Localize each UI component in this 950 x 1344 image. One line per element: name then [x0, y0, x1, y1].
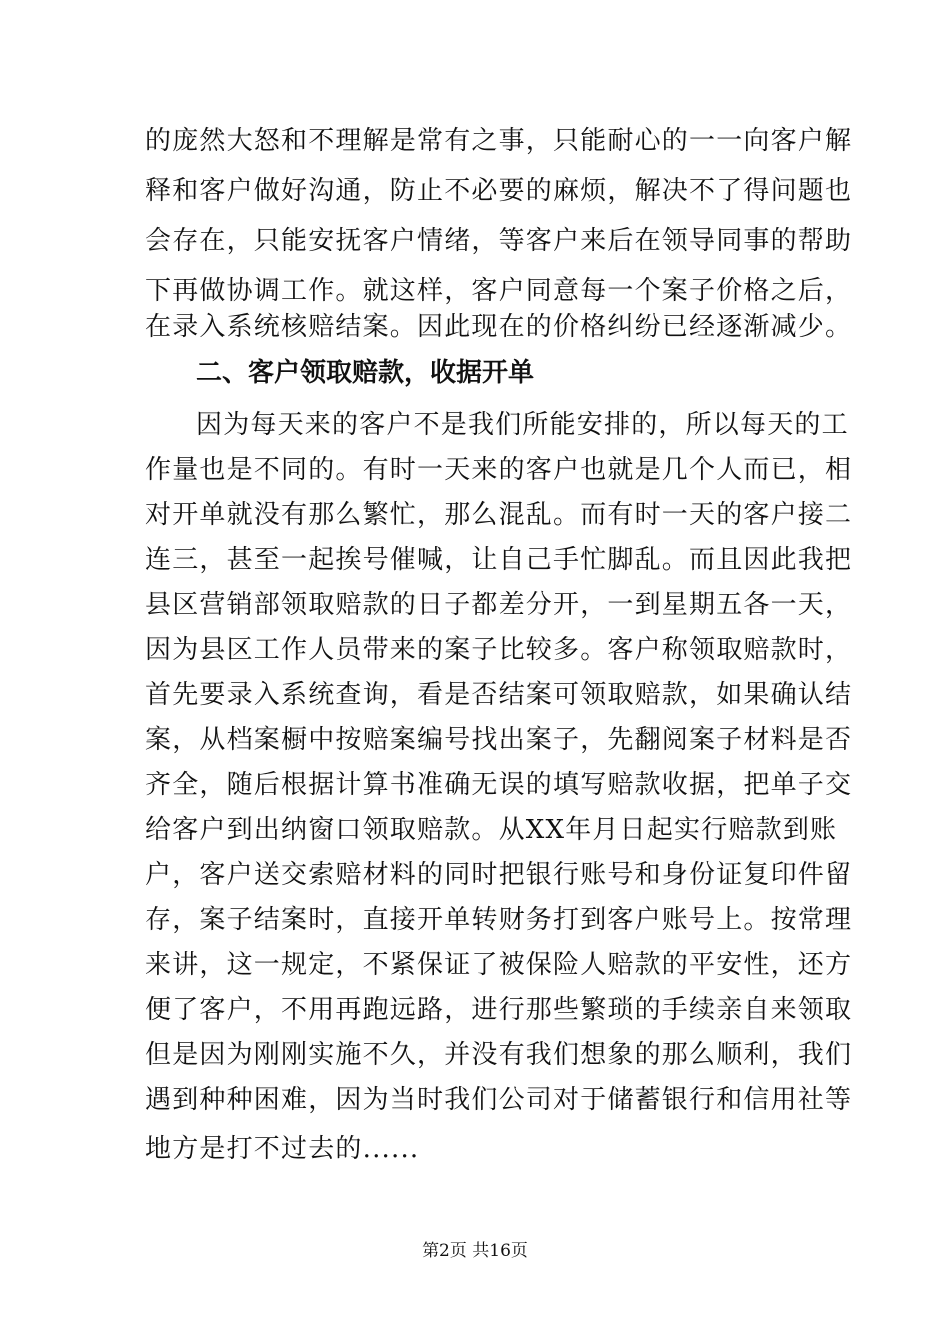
paragraph-line: 的庞然大怒和不理解是常有之事，只能耐心的一一向客户解	[145, 126, 853, 156]
paragraph-line: 地方是打不过去的......	[145, 1134, 420, 1164]
paragraph-line: 连三，甚至一起挨号催喊，让自己手忙脚乱。而且因此我把	[145, 545, 853, 575]
paragraph-line: 来讲，这一规定，不紧保证了被保险人赔款的平安性，还方	[145, 950, 853, 980]
paragraph-line: 齐全，随后根据计算书准确无误的填写赔款收据，把单子交	[145, 770, 853, 800]
paragraph-line: 在录入系统核赔结案。因此现在的价格纠纷已经逐渐减少。	[145, 312, 853, 342]
paragraph-line: 遇到种种困难，因为当时我们公司对于储蓄银行和信用社等	[145, 1085, 853, 1115]
paragraph-line: 户，客户送交索赔材料的同时把银行账号和身份证复印件留	[145, 860, 853, 890]
paragraph-line: 首先要录入系统查询，看是否结案可领取赔款，如果确认结	[145, 680, 853, 710]
paragraph-line: 作量也是不同的。有时一天来的客户也就是几个人而已，相	[145, 455, 853, 485]
paragraph-line: 但是因为刚刚实施不久，并没有我们想象的那么顺利，我们	[145, 1040, 853, 1070]
paragraph-line: 释和客户做好沟通，防止不必要的麻烦，解决不了得问题也	[145, 176, 853, 206]
paragraph-line: 因为每天来的客户不是我们所能安排的，所以每天的工	[196, 410, 849, 440]
paragraph-line: 对开单就没有那么繁忙，那么混乱。而有时一天的客户接二	[145, 500, 853, 530]
paragraph-line: 县区营销部领取赔款的日子都差分开，一到星期五各一天，	[145, 590, 853, 620]
paragraph-line: 存，案子结案时，直接开单转财务打到客户账号上。按常理	[145, 905, 853, 935]
section-heading: 二、客户领取赔款，收据开单	[196, 358, 535, 388]
paragraph-line: 便了客户，不用再跑远路，进行那些繁琐的手续亲自来领取	[145, 995, 853, 1025]
page-footer: 第2页 共16页	[422, 1241, 528, 1261]
paragraph-line: 案，从档案橱中按赔案编号找出案子，先翻阅案子材料是否	[145, 725, 853, 755]
paragraph-line: 因为县区工作人员带来的案子比较多。客户称领取赔款时，	[145, 635, 853, 665]
paragraph-line: 下再做协调工作。就这样，客户同意每一个案子价格之后，	[145, 276, 853, 306]
paragraph-line: 给客户到出纳窗口领取赔款。从XX年月日起实行赔款到账	[145, 815, 838, 845]
paragraph-line: 会存在，只能安抚客户情绪，等客户来后在领导同事的帮助	[145, 226, 853, 256]
